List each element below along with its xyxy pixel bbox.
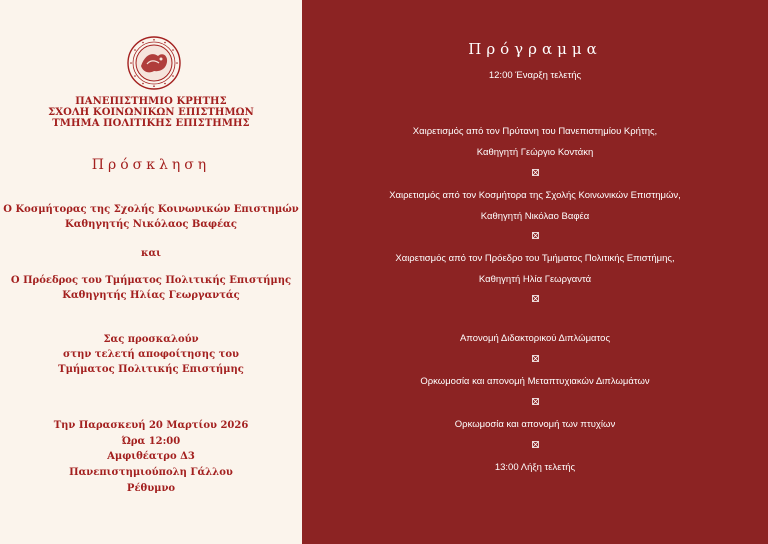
chair-name: Καθηγητής Ηλίας Γεωργαντάς xyxy=(62,290,240,301)
ornament-divider-icon xyxy=(532,295,539,302)
program-item: Χαιρετισμός από τον Κοσμήτορα της Σχολής Κοινωνικών Επιστημών, xyxy=(389,190,681,201)
invite-line-2: στην τελετή αποφοίτησης του xyxy=(63,349,239,360)
and-text: και xyxy=(140,248,162,259)
event-time: Ώρα 12:00 xyxy=(121,436,181,447)
university-seal-icon xyxy=(127,36,181,90)
event-venue: Αμφιθέατρο Δ3 xyxy=(107,451,195,462)
program-item: Ορκωμοσία και απονομή των πτυχίων xyxy=(454,419,616,430)
dean-name: Καθηγητής Νικόλαος Βαφέας xyxy=(65,219,237,230)
event-campus: Πανεπιστημιούπολη Γάλλου xyxy=(69,467,233,478)
invite-line-3: Τμήματος Πολιτικής Επιστήμης xyxy=(58,364,244,375)
ornament-divider-icon xyxy=(532,441,539,448)
invitation-title: Πρόσκληση xyxy=(91,157,211,173)
ornament-divider-icon xyxy=(532,169,539,176)
program-item: Χαιρετισμός από τον Πρόεδρο του Τμήματος Πολιτικής Επιστήμης, xyxy=(395,253,675,264)
program-item: Απονομή Διδακτορικού Διπλώματος xyxy=(459,333,611,344)
school-name: ΣΧΟΛΗ ΚΟΙΝΩΝΙΚΩΝ ΕΠΙΣΤΗΜΩΝ xyxy=(48,107,254,118)
university-name: ΠΑΝΕΠΙΣΤΗΜΙΟ ΚΡΗΤΗΣ xyxy=(75,96,227,107)
ornament-divider-icon xyxy=(532,232,539,239)
program-item: Ορκωμοσία και απονομή Μεταπτυχιακών Διπλωμάτων xyxy=(420,376,650,387)
invite-line-1: Σας προσκαλούν xyxy=(103,334,199,345)
event-date: Την Παρασκευή 20 Μαρτίου 2026 xyxy=(53,420,249,431)
program-item: Καθηγητή Ηλία Γεωργαντά xyxy=(478,274,592,285)
ornament-divider-icon xyxy=(532,355,539,362)
program-item: Χαιρετισμός από τον Πρύτανη του Πανεπιστημίου Κρήτης, xyxy=(412,126,658,137)
ornament-divider-icon xyxy=(532,398,539,405)
program-title: Πρόγραμμα xyxy=(468,40,602,58)
dean-line: Ο Κοσμήτορας της Σχολής Κοινωνικών Επιστημών xyxy=(3,204,299,215)
program-item: 13:00 Λήξη τελετής xyxy=(494,462,576,473)
program-item: Καθηγητή Νικόλαο Βαφέα xyxy=(480,211,590,222)
chair-line: Ο Πρόεδρος του Τμήματος Πολιτικής Επιστήμης xyxy=(10,275,292,286)
department-name: ΤΜΗΜΑ ΠΟΛΙΤΙΚΗΣ ΕΠΙΣΤΗΜΗΣ xyxy=(52,118,250,129)
event-city: Ρέθυμνο xyxy=(126,483,176,494)
program-item: Καθηγητή Γεώργιο Κοντάκη xyxy=(476,147,594,158)
program-item: 12:00 Έναρξη τελετής xyxy=(488,70,582,81)
